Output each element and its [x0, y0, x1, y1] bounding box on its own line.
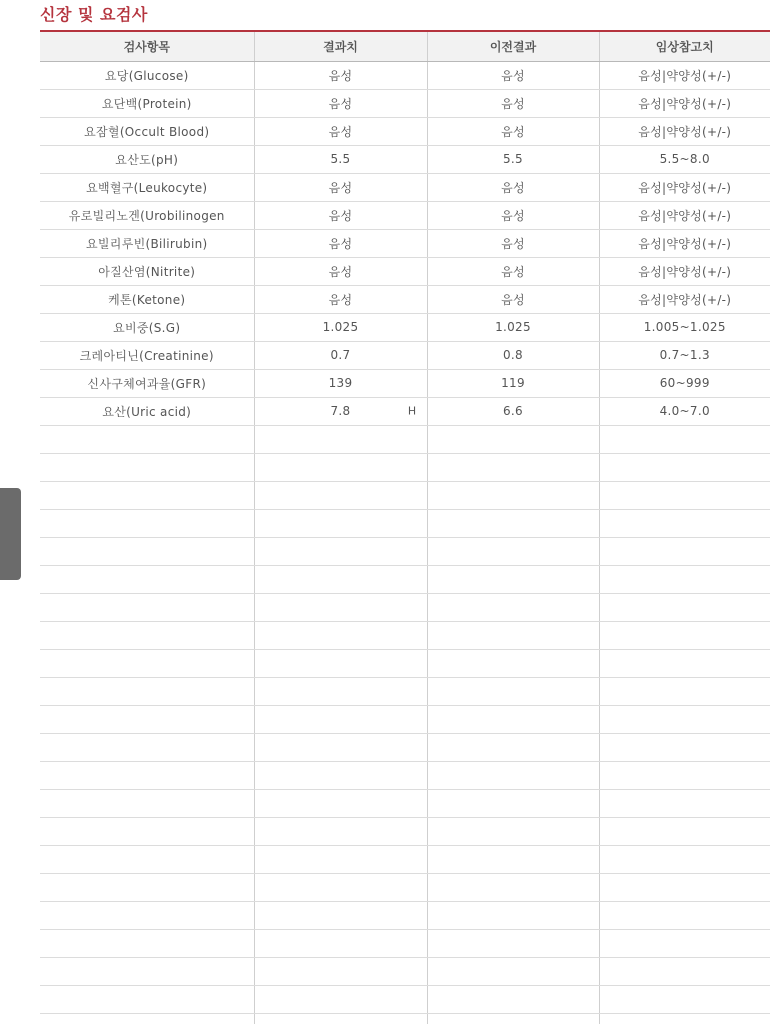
empty-cell — [427, 537, 599, 565]
header-result: 결과치 — [254, 31, 427, 61]
empty-cell — [40, 593, 254, 621]
table-row — [40, 369, 770, 397]
empty-cell — [254, 957, 427, 985]
results-table — [40, 30, 770, 1024]
empty-cell — [599, 901, 770, 929]
empty-cell — [40, 873, 254, 901]
table-row — [40, 61, 770, 89]
empty-table-row — [40, 481, 770, 509]
empty-cell — [427, 789, 599, 817]
empty-cell — [599, 481, 770, 509]
empty-cell — [40, 509, 254, 537]
empty-cell — [254, 761, 427, 789]
empty-cell — [40, 1013, 254, 1024]
empty-cell — [599, 649, 770, 677]
empty-table-row — [40, 593, 770, 621]
empty-table-row — [40, 425, 770, 453]
table-row — [40, 89, 770, 117]
result-value: 음성 — [328, 236, 353, 251]
empty-table-row — [40, 537, 770, 565]
result-cell — [254, 61, 427, 89]
result-value: 5.5 — [330, 152, 351, 166]
empty-cell — [40, 929, 254, 957]
empty-cell — [254, 817, 427, 845]
empty-table-row — [40, 649, 770, 677]
table-body — [40, 61, 770, 1024]
empty-cell — [40, 677, 254, 705]
table-row — [40, 397, 770, 425]
test-item-name: 요당(Glucose) — [40, 61, 254, 89]
empty-table-row — [40, 705, 770, 733]
result-value: 음성 — [328, 124, 353, 139]
result-cell — [254, 369, 427, 397]
empty-cell — [254, 593, 427, 621]
reference-range: 음성|약양성(+/-) — [599, 257, 770, 285]
empty-cell — [254, 481, 427, 509]
empty-cell — [599, 705, 770, 733]
empty-cell — [254, 649, 427, 677]
table-row — [40, 285, 770, 313]
header-reference-range: 임상참고치 — [599, 31, 770, 61]
empty-table-row — [40, 761, 770, 789]
table-row — [40, 173, 770, 201]
empty-cell — [599, 761, 770, 789]
result-cell — [254, 89, 427, 117]
empty-cell — [427, 733, 599, 761]
header-previous-result: 이전결과 — [427, 31, 599, 61]
empty-table-row — [40, 453, 770, 481]
previous-result: 5.5 — [427, 145, 599, 173]
empty-cell — [254, 985, 427, 1013]
empty-table-row — [40, 1013, 770, 1024]
reference-range: 음성|약양성(+/-) — [599, 229, 770, 257]
empty-cell — [599, 873, 770, 901]
previous-result: 음성 — [427, 173, 599, 201]
empty-table-row — [40, 509, 770, 537]
reference-range: 음성|약양성(+/-) — [599, 201, 770, 229]
empty-cell — [427, 845, 599, 873]
empty-cell — [40, 733, 254, 761]
empty-cell — [40, 481, 254, 509]
empty-cell — [254, 845, 427, 873]
table-row — [40, 145, 770, 173]
empty-table-row — [40, 873, 770, 901]
result-cell — [254, 285, 427, 313]
reference-range: 60~999 — [599, 369, 770, 397]
table-row — [40, 257, 770, 285]
empty-cell — [599, 509, 770, 537]
empty-cell — [427, 509, 599, 537]
empty-cell — [599, 593, 770, 621]
side-scroll-tab[interactable] — [0, 488, 21, 580]
reference-range: 1.005~1.025 — [599, 313, 770, 341]
empty-cell — [254, 621, 427, 649]
empty-cell — [427, 481, 599, 509]
empty-cell — [599, 677, 770, 705]
test-item-name: 크레아티닌(Creatinine) — [40, 341, 254, 369]
empty-cell — [254, 565, 427, 593]
previous-result: 1.025 — [427, 313, 599, 341]
result-cell — [254, 117, 427, 145]
table-header-row — [40, 31, 770, 61]
empty-cell — [40, 789, 254, 817]
results-table-container — [40, 30, 770, 1024]
empty-cell — [599, 845, 770, 873]
empty-cell — [40, 705, 254, 733]
empty-cell — [40, 817, 254, 845]
empty-table-row — [40, 817, 770, 845]
previous-result: 음성 — [427, 117, 599, 145]
empty-cell — [254, 537, 427, 565]
result-value: 139 — [328, 376, 353, 390]
result-cell — [254, 173, 427, 201]
previous-result: 음성 — [427, 201, 599, 229]
test-item-name: 요산도(pH) — [40, 145, 254, 173]
empty-cell — [254, 705, 427, 733]
empty-cell — [599, 453, 770, 481]
empty-cell — [254, 453, 427, 481]
result-value: 1.025 — [322, 320, 359, 334]
empty-cell — [427, 957, 599, 985]
test-item-name: 케톤(Ketone) — [40, 285, 254, 313]
test-item-name: 요백혈구(Leukocyte) — [40, 173, 254, 201]
reference-range: 5.5~8.0 — [599, 145, 770, 173]
test-item-name: 요비중(S.G) — [40, 313, 254, 341]
table-row — [40, 313, 770, 341]
empty-cell — [427, 453, 599, 481]
empty-cell — [427, 425, 599, 453]
empty-cell — [40, 901, 254, 929]
result-value: 음성 — [328, 180, 353, 195]
result-cell — [254, 397, 427, 425]
empty-cell — [599, 789, 770, 817]
reference-range: 음성|약양성(+/-) — [599, 285, 770, 313]
result-value: 음성 — [328, 96, 353, 111]
previous-result: 6.6 — [427, 397, 599, 425]
empty-cell — [599, 929, 770, 957]
empty-cell — [40, 649, 254, 677]
empty-cell — [254, 1013, 427, 1024]
result-value: 음성 — [328, 292, 353, 307]
empty-cell — [599, 425, 770, 453]
empty-cell — [427, 817, 599, 845]
result-cell — [254, 257, 427, 285]
header-test-item: 검사항목 — [40, 31, 254, 61]
reference-range: 0.7~1.3 — [599, 341, 770, 369]
test-item-name: 아질산염(Nitrite) — [40, 257, 254, 285]
empty-cell — [254, 733, 427, 761]
empty-cell — [40, 957, 254, 985]
empty-cell — [254, 677, 427, 705]
reference-range: 음성|약양성(+/-) — [599, 61, 770, 89]
empty-cell — [427, 649, 599, 677]
result-value: 음성 — [328, 208, 353, 223]
empty-cell — [40, 425, 254, 453]
result-cell — [254, 229, 427, 257]
empty-cell — [427, 873, 599, 901]
reference-range: 4.0~7.0 — [599, 397, 770, 425]
empty-cell — [427, 621, 599, 649]
previous-result: 음성 — [427, 89, 599, 117]
test-item-name: 요잠혈(Occult Blood) — [40, 117, 254, 145]
empty-cell — [427, 593, 599, 621]
test-item-name: 요단백(Protein) — [40, 89, 254, 117]
test-item-name: 요산(Uric acid) — [40, 397, 254, 425]
empty-cell — [254, 929, 427, 957]
empty-table-row — [40, 677, 770, 705]
previous-result: 0.8 — [427, 341, 599, 369]
empty-cell — [40, 537, 254, 565]
section-title: 신장 및 요검사 — [40, 5, 148, 24]
empty-cell — [427, 985, 599, 1013]
previous-result: 음성 — [427, 61, 599, 89]
previous-result: 음성 — [427, 257, 599, 285]
empty-table-row — [40, 565, 770, 593]
empty-cell — [427, 1013, 599, 1024]
empty-cell — [599, 957, 770, 985]
result-value: 7.8 — [330, 404, 351, 418]
empty-cell — [40, 761, 254, 789]
empty-table-row — [40, 957, 770, 985]
empty-cell — [599, 537, 770, 565]
empty-cell — [254, 873, 427, 901]
empty-table-row — [40, 901, 770, 929]
empty-cell — [40, 621, 254, 649]
empty-cell — [427, 929, 599, 957]
empty-table-row — [40, 733, 770, 761]
empty-table-row — [40, 985, 770, 1013]
empty-cell — [40, 453, 254, 481]
reference-range: 음성|약양성(+/-) — [599, 89, 770, 117]
table-row — [40, 201, 770, 229]
empty-cell — [427, 565, 599, 593]
empty-cell — [40, 845, 254, 873]
table-row — [40, 341, 770, 369]
result-cell — [254, 341, 427, 369]
previous-result: 음성 — [427, 285, 599, 313]
result-value: 0.7 — [330, 348, 351, 362]
previous-result: 119 — [427, 369, 599, 397]
empty-table-row — [40, 845, 770, 873]
empty-table-row — [40, 929, 770, 957]
empty-cell — [599, 985, 770, 1013]
result-value: 음성 — [328, 68, 353, 83]
empty-cell — [427, 761, 599, 789]
empty-table-row — [40, 789, 770, 817]
empty-cell — [254, 789, 427, 817]
empty-cell — [427, 705, 599, 733]
reference-range: 음성|약양성(+/-) — [599, 117, 770, 145]
table-row — [40, 229, 770, 257]
empty-cell — [427, 677, 599, 705]
empty-cell — [599, 733, 770, 761]
result-cell — [254, 145, 427, 173]
empty-cell — [254, 509, 427, 537]
result-cell — [254, 313, 427, 341]
empty-cell — [599, 1013, 770, 1024]
empty-cell — [427, 901, 599, 929]
test-item-name: 요빌리루빈(Bilirubin) — [40, 229, 254, 257]
empty-table-row — [40, 621, 770, 649]
test-item-name: 유로빌리노겐(Urobilinogen — [40, 201, 254, 229]
high-flag: H — [407, 404, 417, 418]
empty-cell — [40, 985, 254, 1013]
empty-cell — [599, 817, 770, 845]
previous-result: 음성 — [427, 229, 599, 257]
test-item-name: 신사구체여과율(GFR) — [40, 369, 254, 397]
empty-cell — [254, 901, 427, 929]
empty-cell — [599, 621, 770, 649]
empty-cell — [40, 565, 254, 593]
empty-cell — [254, 425, 427, 453]
reference-range: 음성|약양성(+/-) — [599, 173, 770, 201]
empty-cell — [599, 565, 770, 593]
table-row — [40, 117, 770, 145]
result-cell — [254, 201, 427, 229]
result-value: 음성 — [328, 264, 353, 279]
